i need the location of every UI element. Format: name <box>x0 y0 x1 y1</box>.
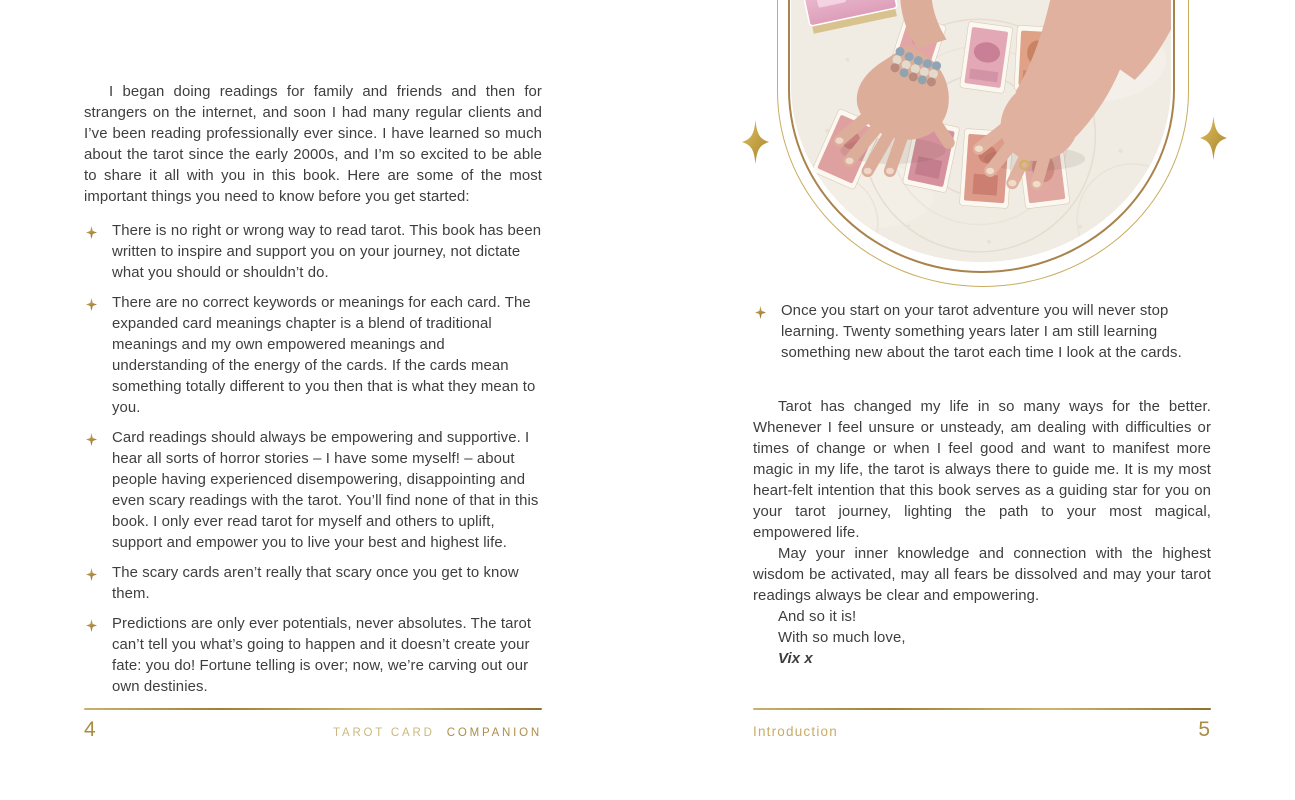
photo-clip <box>791 0 1171 262</box>
footer-right <box>753 708 1211 742</box>
list-item-text: Predictions are only ever potentials, never absolutes. The tarot can’t tell you what’s going to happen and it doesn’t create your fate: you do! Fortune telling is over; now, we’re carving out our own destinies. <box>112 616 532 695</box>
list-item <box>84 293 542 419</box>
body-paragraph: Tarot has changed my life in so many ways for the better. Whenever I feel unsure or unsteady, am dealing with difficulties or times of change or when I feel good and want to manifest more magic in my life, the tarot is always there to guide me. It is my most heart-felt intention that this book serves as a guiding star for you on your tarot journey, lighting the path to your most magical, empowered life. <box>753 399 1211 541</box>
list-item <box>84 221 542 284</box>
list-item-text: There is no right or wrong way to read tarot. This book has been written to inspire and support you on your journey, not dictate what you should or shouldn’t do. <box>112 223 542 281</box>
footer-rule <box>753 708 1211 710</box>
list-item-text: Card readings should always be empowering and supportive. I hear all sorts of horror stories – I have some myself! – about people having experienced disempowering, disappointing and even scary readings with the tarot. You’ll find none of that in this book. I only ever read tarot for myself and others to uplift, support and empower you to live your best and highest life. <box>112 430 539 551</box>
list-item <box>84 563 542 605</box>
sparkle-ornament-right-icon <box>1200 116 1227 160</box>
page-left <box>84 0 542 800</box>
body-paragraph: May your inner knowledge and connection with the highest wisdom be activated, may all fears be dissolved and may your tarot readings always be clear and empowering. <box>753 546 1211 604</box>
tarot-reading-photo <box>791 0 1171 262</box>
arch-photo-border <box>788 0 1175 273</box>
diamond-bullet-icon <box>86 568 97 581</box>
list-item-text: The scary cards aren’t really that scary once you get to know them. <box>112 565 519 602</box>
footer-left <box>84 708 542 742</box>
running-title <box>333 727 542 739</box>
signature: Vix x <box>778 651 813 667</box>
section-label: Introduction <box>753 724 838 739</box>
running-title-strong: COMPANION <box>446 727 542 739</box>
diamond-bullet-icon <box>86 619 97 632</box>
right-page-content <box>753 301 1211 670</box>
list-item-text: There are no correct keywords or meanings for each card. The expanded card meanings chapter is a blend of traditional meanings and my own empowered meanings and understanding of the energy of the cards. If the cards mean something totally different to you then that is what they mean to you. <box>112 295 536 416</box>
diamond-bullet-icon <box>86 433 97 446</box>
list-item-text: Once you start on your tarot adventure you will never stop learning. Twenty something years later I am still learning something new about the tarot each time I look at the cards. <box>781 303 1182 361</box>
closing-line: And so it is! <box>778 609 857 625</box>
page-number: 4 <box>84 718 97 741</box>
closing-line: With so much love, <box>778 630 906 646</box>
diamond-bullet-icon <box>86 298 97 311</box>
arch-photo-frame <box>777 0 1189 287</box>
list-item <box>84 614 542 698</box>
diamond-bullet-icon <box>755 306 766 319</box>
page-number: 5 <box>1198 718 1211 741</box>
running-title-light: TAROT CARD <box>333 727 435 739</box>
list-item <box>753 301 1211 364</box>
bullet-list <box>84 221 542 698</box>
list-item <box>84 428 542 554</box>
page-right <box>753 0 1211 800</box>
diamond-bullet-icon <box>86 226 97 239</box>
footer-rule <box>84 708 542 710</box>
sparkle-ornament-left-icon <box>742 120 769 164</box>
intro-paragraph: I began doing readings for family and friends and then for strangers on the internet, and soon I had many regular clients and I’ve been reading professionally ever since. I have learned so much about the tarot since the early 2000s, and I’m so excited to be able to share it all with you in this book. Here are some of the most important things you need to know before you get started: <box>84 84 542 205</box>
